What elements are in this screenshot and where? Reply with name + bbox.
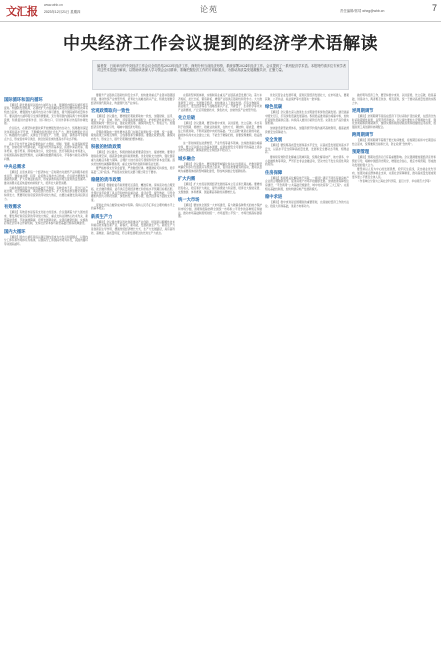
body-paragraph: 要坚持以人民为中心的发展思想，兜牢民生底线，突出就业优先导向，加强对重点群体就业支持，完善社会保障制度，推动高质量发展成果更多更公平惠及全体人民。 xyxy=(352,168,436,179)
body-paragraph: 【解读】会议提出，积极的财政政策要适度加力、提质增效。要用好财政政策空间，提高资金效益和政策效果。优化财政支出结构，强化国家重大战略任务财力保障。合理扩大地方政府专项债券用作资本金范围。落实好结构性减税降费政策，重点支持科技创新和制造业发展。 xyxy=(91,151,175,166)
body-paragraph: 【解读】稳中求进是治国理政的重要原则，也是做好经济工作的方法论。稳是大局和基础，进是方向和动力。 xyxy=(265,201,349,208)
body-paragraph: 【解读】逆周期调节是指在经济下行时采取扩张性政策，在经济过热时采取紧缩性政策，以熨平经济波动。会议提出要加大宏观调控力度，强化逆周期和跨周期调节，继续实施积极的财政政策和稳健的货币政策，加强政策工具创新和协调配合。 xyxy=(352,114,436,129)
article-column-5 xyxy=(352,94,436,185)
section-subheading: 扩大内需 xyxy=(178,176,196,182)
dateline: 2023年12月21日 星期四 xyxy=(44,10,81,14)
section-subheading: 城乡融合 xyxy=(178,155,196,161)
editor-note-box xyxy=(92,60,349,90)
body-paragraph: 促进社会综合融资成本稳中有降。保持人民币汇率在合理均衡水平上的基本稳定。 xyxy=(91,203,175,211)
body-paragraph: 做好明年经济工作，要坚持稳中求进、以进促稳、先立后破，稳是基础，进是动力，两者相互依存、相互促进，统一于推动高质量发展的实践之中。 xyxy=(352,94,436,105)
section-subheading: 积极的财政政策 xyxy=(91,144,122,150)
body-paragraph: 要持续有效防范化解重点领域风险，统筹化解房地产、地方债务、中小金融机构等风险，严厉打击非法金融活动，坚决守住不发生系统性风险的底线。 xyxy=(265,155,349,167)
section-subheading: 住房保障 xyxy=(265,169,283,175)
section-subheading: 逆周期调节 xyxy=(352,107,374,113)
section-subheading: 绿色低碳 xyxy=(265,104,283,109)
section-subheading: 稳健的货币政策 xyxy=(91,177,122,183)
body-paragraph: 优化民营企业发展环境，促进民营经济发展壮大，在市场准入、要素获取、公平执法、权益保护等方面落实一批举措。 xyxy=(265,94,349,101)
site-url: www.whb.cn xyxy=(44,3,63,7)
editor-credit: 责任编辑/郭靖 whxg@whb.cn xyxy=(340,9,385,13)
section-subheading: 有效需求 xyxy=(4,204,22,210)
body-paragraph: 【解读】总需求是指一个经济体在一定时期内对最终产品和服务的需求总量，通常由消费、投资、政府购买和净出口构成。会议提出要激发有潜能的消费，扩大有效益的投资，形成消费和投资相互促进的良性循环。推动消费从疫后恢复转向持续扩大，培育壮大新型消费。 xyxy=(4,170,88,186)
body-paragraph: 完善新型举国体制，实施制造业重点产业链高质量发展行动，着力补齐短板、拉长长板、锻造新板，增强产业链供应链韧性和竞争力。大力推进新型工业化，发展数字经济，加快推动人工智能发展。打造生物制造、商业航天、低空经济等若干战略性新兴产业，开辟量子、生命科学等未来产业新赛道，广泛应用数智技术、绿色技术，加快传统产业转型升级。 xyxy=(178,94,262,112)
section-subheading: 安全发展 xyxy=(265,136,283,142)
body-paragraph: 【解读】有效需求是指有支付能力的需求。会议强调着力扩大国内需求，要发挥好政府投资的带动放大效应，重点支持关键核心技术攻关、新型基础设施、节能减排降碳，培育发展新动能。完善投融资机制，实施政府和社会资本合作新机制，支持社会资本参与新型基础设施等领域建设。 xyxy=(4,211,88,226)
section-name: 论苑 xyxy=(200,5,218,14)
section-subheading: 统一大市场 xyxy=(178,197,200,203)
page-title: 中央经济工作会议提到的经济学术语解读 xyxy=(63,34,378,54)
body-paragraph: 【解读】国内大循环是指以满足国内需求为出发点和落脚点，以国内分工体系和市场体系为载体，以国际分工和国际市场为补充，以国内循环带动国际循环。 xyxy=(4,235,88,247)
section-subheading: 先立后破 xyxy=(178,115,196,121)
body-paragraph: 当前我国经济回升向好的基础还不稳固，有效需求不足、部分行业产能过剩、社会预期偏弱、风险隐患仍然较多。扩大有效需求需要宏观政策持续发力，既要用好政府投资的带动放大效应，也要注重激发民间投资活力。 xyxy=(4,186,88,201)
body-paragraph: 加快建设新型能源体系，加强资源节约集约循环高效利用，提高能源资源安全保障能力。 xyxy=(265,126,349,134)
body-paragraph: 【解读】新发展格局以国内大循环为主体，强调国内国际双循环相互促进。构建新发展格局，必须把扩大内需战略同深化供给侧结构性改革有机结合起来，增强国内大循环内生动力和可靠性，提升国际循环质量和水平。要以国内大循环吸引全球资源要素，充分利用国内国际两个市场两种资源，积极促进内需和外需、进口和出口、引进外资和对外投资协调发展。 xyxy=(4,103,88,126)
body-paragraph: 要提升产业链供应链韧性和安全水平，加快推进重点产业链补链强链延链，推动传统产业转型升级，培育壮大战略性新兴产业，积极发展数字经济和现代服务业，构建现代化产业体系。 xyxy=(91,94,175,105)
body-paragraph: 【解读】积极稳妥化解房地产风险，一视同仁满足不同所有制房地产企业的合理融资需求，促进房地产市场平稳健康发展。加快推进保障性住房建设、“平急两用”公共基础设施建设、城中村改造等“三大工程”。完善相关基础性制度，加快构建房地产发展新模式。 xyxy=(265,176,349,191)
body-paragraph: 【解读】扩大内需是我国经济发展的基本立足点和长期战略。要增加居民收入，稳定和扩大就业，提升消费能力和意愿，培育壮大智能家居、文娱旅游、体育赛事、国货潮品等新的消费增长点。 xyxy=(178,183,262,194)
article-column-2 xyxy=(91,94,175,236)
body-paragraph: 【解读】会议提出，要统筹新型城镇化和乡村全面振兴，把推进新型城镇化和乡村全面振兴有机结合起来，促进各类要素双向流动，推动以县城为重要载体的新型城镇化建设，形成城乡融合发展新格局。 xyxy=(178,162,262,174)
section-subheading: 中央总需求 xyxy=(4,163,26,169)
body-paragraph: 【解读】会议强调，要坚持稳中求进、以进促稳、先立后破。多出有利于稳预期、稳增长、稳就业的政策，在转方式、调结构、提质量、增效益上积极进取，不断巩固稳中向好的基础。“先立后破”就是在新的动能、新的体系尚未完全建立之前，不能急于破除旧的，而要统筹兼顾、稳妥推进。 xyxy=(178,122,262,141)
body-paragraph: 宏观政策取向一致性要求各部门在制定政策时统一思想、统一步调，避免政策之间相互掣肘、合成谬误和分解谬误。要强化政策统筹，确保同向发力、形成合力，提升宏观调控的整体效能。 xyxy=(91,130,175,142)
section-subheading: 宏观政策取向一致性 xyxy=(91,107,130,113)
newspaper-logo: 文汇报 xyxy=(6,5,38,18)
section-subheading: 国际循环和国内循环 xyxy=(4,96,43,102)
article-column-3 xyxy=(178,94,262,220)
body-paragraph: 【解读】稳健的货币政策要灵活适度、精准有效。保持流动性合理充裕，社会融资规模、货币供应量同经济增长和价格水平预期目标相匹配。发挥好货币政策工具总量和结构双重功能，盘活存量、提升效能，引导金融机构加大对科技创新、绿色转型、普惠小微、数字经济等方面的支持力度。 xyxy=(91,184,175,203)
body-paragraph: 会议指出，必须坚持依靠改革开放增强发展内生动力，统筹推进深层次改革和高水平开放，不断解放和发展社会生产力、激发和增强社会活力。畅通国内大循环，关键在于打通生产、分配、流通、消费各环节的堵点卡点，形成需求牵引供给、供给创造需求的更高水平动态平衡。 xyxy=(4,126,88,142)
headline-row xyxy=(0,22,441,54)
page-number: 7 xyxy=(431,3,437,13)
body-paragraph: 【解读】会议提出，要增强宏观政策取向一致性，加强财政、货币、就业、产业、区域、科技、环保等政策协调配合，把非经济性政策纳入宏观政策取向一致性评估，强化政策统筹，确保同向发力、形成合力。加强经济宣传和舆论引导，唱响中国经济光明论。 xyxy=(91,114,175,129)
body-paragraph: 要严格转移支付资金监管，严肃财经纪律。增强财政可持续性，兜牢基层“三保”底线。严格落实党政机关要习惯过紧日子要求。 xyxy=(91,167,175,174)
section-subheading: 跨周期调节 xyxy=(352,132,374,138)
section-subheading: 新质生产力 xyxy=(91,213,113,219)
section-subheading: 稳中求进 xyxy=(265,194,283,200)
body-paragraph: 【解读】要加快全国统一大市场建设，着力破除各种形式的地方保护和市场分割，清理和废除妨碍全国统一市场和公平竞争的各种规定和做法，推动市场基础制度规则统一、市场监管公平统一、市场设施高标准联通。 xyxy=(178,204,262,219)
section-subheading: 预期管理 xyxy=(352,149,370,155)
masthead xyxy=(0,0,441,22)
body-paragraph: 【解读】预期对经济运行有着重要影响。会议强调要加强经济宣传和舆论引导，唱响中国经济光明论，增强社会信心，稳定市场预期，形成推动发展的强大合力。 xyxy=(352,156,436,167)
body-paragraph: （作者单位分别为上海社会科学院、复旦大学、华东师范大学等） xyxy=(357,180,433,184)
article-column-1 xyxy=(4,94,88,248)
section-subheading: 国内大循环 xyxy=(4,228,26,234)
body-paragraph: 高水平对外开放意味着要稳步扩大规则、规制、管理、标准等制度型开放，加快培育外贸新动能，巩固外贸外资基本盘，拓展中间品贸易、服务贸易、数字贸易、跨境电商出口，放宽电信、医疗等服务业市场准入，对标国际高标准经贸规则，认真解决数据跨境流动、平等参与政府采购等问题。 xyxy=(4,142,88,161)
body-paragraph: 【解读】要统筹高质量发展和高水平安全，以高质量发展促进高水平安全，以高水平安全保障高质量发展，发展和安全要动态平衡、相得益彰。 xyxy=(265,143,349,155)
editor-note: 编者按 日前举行的中央经济工作会议全面总结2023年经济工作，深刻分析当前经济形势，系统部署2024年经济工作。会议提到了一系列经济学术语。本报特约请多位专家学者对这些术语进行解读，以帮助读者深入学习领会会议精神，准确把握经济工作的方向和重点，为推动高质量发展凝聚共识、汇聚力量。 xyxy=(97,64,346,73)
article-column-4 xyxy=(265,94,349,209)
body-paragraph: 【解读】会议提出要以科技创新推动产业创新，特别是以颠覆性技术和前沿技术催生新产业、新模式、新动能，发展新质生产力。新质生产力是创新起主导作用，摆脱传统经济增长方式、生产力发展路径，具有高科技、高效能、高质量特征，符合新发展理念的先进生产力质态。 xyxy=(91,220,175,235)
body-paragraph: 【解读】会议提出深入推进生态文明建设和绿色低碳发展。建设美丽中国先行区，打造绿色低碳发展高地。积极稳妥推进碳达峰碳中和，加快打造绿色低碳供应链。持续深入推进污染防治攻坚。完善生态产品价值实现机制。 xyxy=(265,111,349,126)
body-paragraph: 【解读】跨周期调节着眼于更长时间维度，将短期目标和中长期目标结合起来，统筹兼顾当前和长远，防止政策“急转弯”。 xyxy=(352,139,436,146)
body-paragraph: 这一原则体现在能源转型、产业升级等诸多领域。比如推进碳达峰碳中和，要立足以煤为主的基本国情，在新能源安全可靠替代的基础上逐步退出传统能源，确保能源安全和经济平稳运行。 xyxy=(178,141,262,153)
